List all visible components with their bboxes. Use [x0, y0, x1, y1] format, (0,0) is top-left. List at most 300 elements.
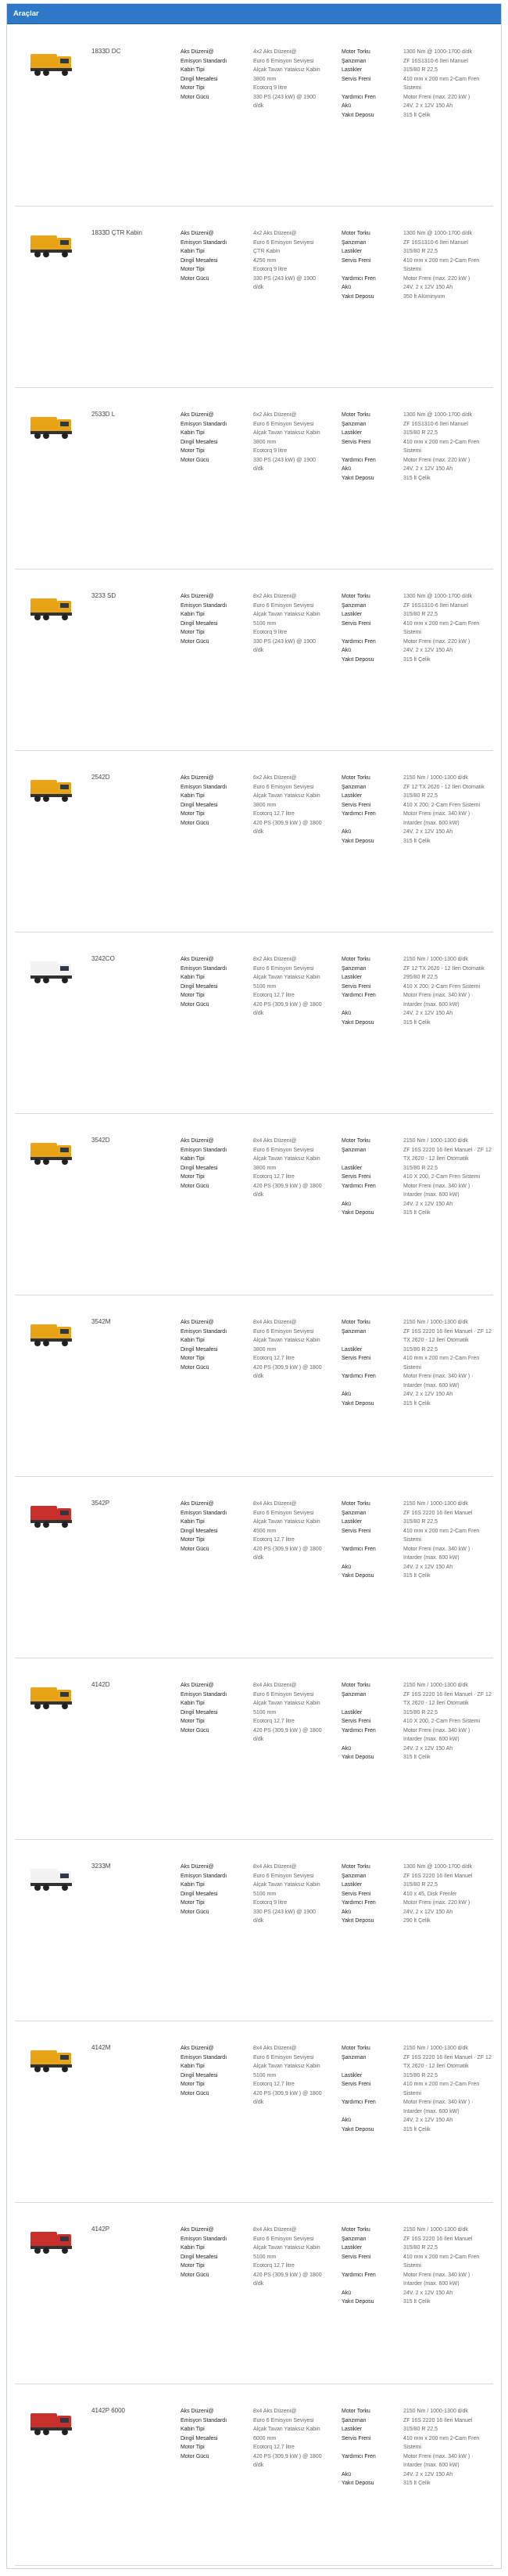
spec-torque: [342, 411, 493, 420]
spec-label: Dingil Mesafesi: [181, 1528, 218, 1534]
spec-value: 4500 mm: [253, 1528, 277, 1534]
spec-gearbox: [342, 783, 493, 792]
truck-icon[interactable]: [29, 48, 74, 79]
spec-gearbox: [342, 1872, 493, 1881]
vehicle-model[interactable]: 2533D L: [91, 411, 116, 418]
spec-label: Emisyon Standardı: [181, 602, 227, 609]
spec-label: Dingil Mesafesi: [181, 620, 218, 627]
spec-aux-brake: [342, 1182, 493, 1200]
spec-label: Lastikler: [342, 2072, 363, 2078]
spec-value: 8x4 Aks Düzeni@: [253, 1138, 297, 1144]
spec-aux-brake: [342, 638, 493, 647]
vehicle-row[interactable]: [15, 1839, 493, 2021]
spec-value: 330 PS (243 kW) @ 1900 d/dk: [253, 275, 316, 290]
spec-value: 315 lt Çelik: [403, 1573, 431, 1579]
spec-value: 315 lt Çelik: [403, 1400, 431, 1407]
specs-secondary: [342, 229, 493, 301]
spec-emission: [181, 239, 341, 248]
spec-label: Motor Torku: [342, 231, 370, 236]
spec-gearbox: [342, 239, 493, 248]
spec-label: Yakıt Deposu: [342, 2481, 374, 2486]
specs-secondary: [342, 1318, 493, 1408]
vehicle-model[interactable]: 3233M: [91, 1863, 111, 1870]
spec-label: Motor Torku: [342, 957, 370, 962]
spec-label: Dingil Mesafesi: [181, 2435, 218, 2441]
spec-cabin: [181, 610, 341, 620]
spec-label: Şanzıman: [342, 1691, 367, 1698]
spec-value: 8x4 Aks Düzeni@: [253, 1683, 297, 1688]
spec-value: Euro 6 Emisyon Seviyesi: [253, 602, 314, 609]
truck-icon[interactable]: [29, 2226, 74, 2257]
vehicle-model[interactable]: 2542D: [91, 774, 110, 781]
spec-value: Euro 6 Emisyon Seviyesi: [253, 965, 314, 972]
spec-value: 24V, 2 x 12V 150 Ah: [403, 2290, 453, 2296]
spec-label: Motor Torku: [342, 2227, 370, 2233]
spec-value: Alçak Tavan Yataksız Kabin: [253, 1701, 320, 1706]
spec-cabin: [181, 1881, 341, 1890]
spec-value: ZF 16S 2220 16 İleri Manuel · ZF 12 TX 2620 - 12 İleri Otomatik: [403, 1147, 492, 1162]
spec-label: Lastikler: [342, 1519, 363, 1525]
spec-battery: [342, 1563, 493, 1572]
spec-label: Servis Freni: [342, 2254, 371, 2260]
spec-value: Ecotorq 12,7 litre: [253, 2445, 295, 2450]
spec-label: Yardımcı Fren: [342, 2100, 376, 2105]
spec-tires: [342, 1708, 493, 1718]
spec-value: Ecotorq 12,7 litre: [253, 2082, 295, 2087]
spec-label: Yakıt Deposu: [342, 1019, 374, 1026]
spec-fuel-tank: [342, 1209, 493, 1218]
spec-label: Yakıt Deposu: [342, 475, 374, 481]
spec-label: Lastikler: [342, 430, 363, 436]
spec-engine-power: [181, 1001, 341, 1019]
spec-fuel-tank: [342, 1917, 493, 1926]
spec-label: Motor Torku: [342, 412, 370, 418]
spec-value: Motor Freni (max. 220 kW ): [403, 275, 470, 282]
spec-engine-type: [181, 1717, 341, 1726]
spec-label: Emisyon Standardı: [181, 2236, 227, 2242]
spec-torque: [342, 2407, 493, 2416]
spec-label: Yakıt Deposu: [342, 1400, 374, 1407]
truck-icon[interactable]: [29, 1137, 74, 1168]
spec-value: 315 lt Çelik: [403, 656, 431, 663]
spec-label: Yardımcı Fren: [342, 811, 376, 817]
spec-value: ZF 12 TX 2620 - 12 İleri Otomatik: [403, 784, 485, 790]
spec-label: Motor Torku: [342, 2409, 370, 2414]
spec-wheelbase: [181, 1890, 341, 1899]
spec-label: Yakıt Deposu: [342, 1918, 374, 1924]
spec-engine-power: [181, 1545, 341, 1563]
spec-label: Motor Gücü: [181, 1001, 209, 1008]
spec-label: Dingil Mesafesi: [181, 2254, 218, 2260]
spec-label: Akü: [342, 829, 352, 835]
spec-emission: [181, 2235, 341, 2244]
spec-value: 8x4 Aks Düzeni@: [253, 2227, 297, 2233]
vehicle-model[interactable]: 3542D: [91, 1137, 110, 1144]
specs-secondary: [342, 774, 493, 846]
spec-gearbox: [342, 1146, 493, 1164]
spec-label: Kabin Tipi: [181, 67, 205, 73]
spec-fuel-tank: [342, 293, 493, 302]
truck-icon[interactable]: [29, 1863, 74, 1894]
spec-value: 420 PS (309,9 kW ) @ 1800 d/dk: [253, 2090, 322, 2105]
spec-label: Şanzıman: [342, 965, 367, 972]
spec-value: 8x4 Aks Düzeni@: [253, 1320, 297, 1325]
spec-value: Alçak Tavan Yataksız Kabin: [253, 793, 320, 799]
spec-gearbox: [342, 965, 493, 974]
spec-value: Ecotorq 9 litre: [253, 448, 288, 454]
spec-engine-type: [181, 1354, 341, 1363]
vehicle-row[interactable]: [15, 1476, 493, 1658]
spec-label: Emisyon Standardı: [181, 1873, 227, 1879]
spec-value: Motor Freni (max. 340 kW ) · Intarder (max. 600 kW): [403, 1183, 474, 1198]
spec-cabin: [181, 792, 341, 801]
spec-label: Motor Tipi: [181, 448, 205, 454]
spec-label: Motor Tipi: [181, 1174, 205, 1180]
spec-label: Motor Gücü: [181, 638, 209, 645]
spec-label: Yardımcı Fren: [342, 1183, 376, 1189]
spec-gearbox: [342, 1509, 493, 1518]
spec-label: Dingil Mesafesi: [181, 1891, 218, 1897]
spec-value: 315/80 R 22,5: [403, 2427, 438, 2432]
spec-label: Motor Tipi: [181, 1719, 205, 1724]
spec-value: 3800 mm: [253, 439, 277, 445]
spec-gearbox: [342, 602, 493, 611]
spec-value: 420 PS (309,9 kW ) @ 1800 d/dk: [253, 1001, 322, 1016]
spec-aux-brake: [342, 2098, 493, 2116]
spec-value: ZF 16S1310-6 İleri Manuel: [403, 421, 468, 427]
spec-label: Yardımcı Fren: [342, 457, 376, 463]
spec-label: Akü: [342, 103, 352, 109]
vehicle-model[interactable]: 3242CO: [91, 955, 115, 962]
spec-label: Emisyon Standardı: [181, 1147, 227, 1153]
spec-label: Yardımcı Fren: [342, 94, 376, 100]
vehicle-row[interactable]: [15, 2021, 493, 2203]
spec-value: 410 mm x 200 mm 2-Cam Fren Sistemi: [403, 1528, 480, 1543]
spec-cabin: [181, 1699, 341, 1708]
specs-primary: [181, 592, 341, 656]
spec-value: Euro 6 Emisyon Seviyesi: [253, 421, 314, 427]
spec-value: 410 mm x 200 mm 2-Cam Fren Sistemi: [403, 1356, 480, 1371]
spec-emission: [181, 1690, 341, 1700]
spec-value: ZF 16S1310-6 İleri Manuel: [403, 602, 468, 609]
vehicle-model[interactable]: 4142P: [91, 2226, 110, 2233]
truck-icon[interactable]: [29, 1318, 74, 1349]
spec-label: Şanzıman: [342, 602, 367, 609]
spec-value: Ecotorq 12,7 litre: [253, 1719, 295, 1724]
spec-battery: [342, 1009, 493, 1019]
spec-engine-type: [181, 810, 341, 819]
spec-label: Yardımcı Fren: [342, 1727, 376, 1734]
vehicle-row[interactable]: [15, 2384, 493, 2566]
spec-axle: [181, 1137, 341, 1146]
spec-torque: [342, 1681, 493, 1690]
spec-aux-brake: [342, 1899, 493, 1908]
spec-label: Motor Tipi: [181, 267, 205, 272]
spec-value: 315 lt Çelik: [403, 2299, 431, 2305]
spec-value: 315/80 R 22,5: [403, 1165, 438, 1171]
spec-gearbox: [342, 2416, 493, 2426]
spec-emission: [181, 1146, 341, 1155]
spec-value: 4250 mm: [253, 257, 277, 264]
spec-wheelbase: [181, 438, 341, 447]
spec-value: ZF 16S 2220 16 İleri Manuel · ZF 12 TX 2620 - 12 İleri Otomatik: [403, 2054, 492, 2069]
spec-fuel-tank: [342, 1019, 493, 1028]
spec-axle: [181, 1500, 341, 1509]
spec-label: Akü: [342, 1745, 352, 1751]
spec-label: Şanzıman: [342, 2054, 367, 2060]
spec-label: Motor Torku: [342, 1683, 370, 1688]
truck-icon[interactable]: [29, 592, 74, 623]
spec-label: Emisyon Standardı: [181, 1691, 227, 1698]
vehicle-row[interactable]: [15, 387, 493, 569]
specs-secondary: [342, 592, 493, 664]
spec-value: Euro 6 Emisyon Seviyesi: [253, 58, 314, 64]
spec-label: Yardımcı Fren: [342, 1900, 376, 1906]
vehicle-row[interactable]: [15, 1113, 493, 1295]
spec-label: Kabin Tipi: [181, 1156, 205, 1162]
spec-label: Yakıt Deposu: [342, 293, 374, 300]
spec-value: Alçak Tavan Yataksız Kabin: [253, 2427, 320, 2432]
spec-value: 2150 Nm / 1000-1300 d/dk: [403, 2409, 468, 2414]
spec-tires: [342, 66, 493, 75]
spec-cabin: [181, 1518, 341, 1527]
spec-value: 1300 Nm @ 1000-1700 d/dk: [403, 49, 473, 55]
spec-value: 4x2 Aks Düzeni@: [253, 49, 297, 55]
spec-label: Yakıt Deposu: [342, 2299, 374, 2305]
vehicle-row[interactable]: [15, 2202, 493, 2384]
specs-primary: [181, 2407, 341, 2470]
spec-label: Kabin Tipi: [181, 249, 205, 254]
spec-label: Kabin Tipi: [181, 1701, 205, 1706]
spec-engine-type: [181, 628, 341, 638]
specs-secondary: [342, 411, 493, 483]
spec-fuel-tank: [342, 2479, 493, 2488]
spec-value: 315/80 R 22,5: [403, 1882, 438, 1888]
spec-emission: [181, 57, 341, 66]
specs-secondary: [342, 2226, 493, 2307]
spec-label: Motor Tipi: [181, 2263, 205, 2269]
vehicle-row[interactable]: [15, 1658, 493, 1840]
spec-value: Motor Freni (max. 340 kW ) · Intarder (max. 600 kW): [403, 1727, 474, 1742]
spec-value: 330 PS (243 kW) @ 1900 d/dk: [253, 638, 316, 653]
spec-label: Dingil Mesafesi: [181, 76, 218, 82]
vehicle-row[interactable]: [15, 750, 493, 932]
spec-wheelbase: [181, 801, 341, 810]
spec-label: Motor Gücü: [181, 1546, 209, 1552]
spec-value: Ecotorq 12,7 litre: [253, 1174, 295, 1180]
spec-label: Emisyon Standardı: [181, 421, 227, 427]
spec-value: Alçak Tavan Yataksız Kabin: [253, 2064, 320, 2069]
spec-service-brake: [342, 2253, 493, 2271]
spec-label: Servis Freni: [342, 2435, 371, 2441]
vehicle-row[interactable]: [15, 569, 493, 751]
spec-axle: [181, 2407, 341, 2416]
spec-value: 5100 mm: [253, 1709, 277, 1716]
spec-cabin: [181, 66, 341, 75]
vehicle-model[interactable]: 1833D DC: [91, 48, 121, 55]
spec-value: 315 lt Çelik: [403, 1210, 431, 1216]
spec-value: 3800 mm: [253, 1165, 277, 1171]
spec-fuel-tank: [342, 837, 493, 846]
vehicle-model[interactable]: 4142D: [91, 1681, 110, 1688]
truck-icon[interactable]: [29, 411, 74, 442]
spec-label: Yardımcı Fren: [342, 993, 376, 998]
spec-value: ZF 12 TX 2620 - 12 İleri Otomatik: [403, 965, 485, 972]
spec-label: Motor Gücü: [181, 1909, 209, 1915]
spec-label: Motor Gücü: [181, 1183, 209, 1189]
spec-value: ZF 16S 2220 16 İleri Manuel · ZF 12 TX 2620 - 12 İleri Otomatik: [403, 1328, 492, 1343]
spec-axle: [181, 1681, 341, 1690]
spec-fuel-tank: [342, 1753, 493, 1762]
spec-label: Servis Freni: [342, 1356, 371, 1361]
spec-label: Servis Freni: [342, 439, 371, 445]
spec-battery: [342, 2289, 493, 2298]
spec-axle: [181, 955, 341, 965]
spec-axle: [181, 1863, 341, 1872]
spec-value: Ecotorq 9 litre: [253, 85, 288, 91]
vehicle-row[interactable]: [15, 1295, 493, 1477]
spec-value: 2150 Nm / 1000-1300 d/dk: [403, 2046, 468, 2051]
vehicle-model[interactable]: 4142P 6000: [91, 2407, 126, 2414]
spec-service-brake: [342, 1717, 493, 1726]
spec-engine-power: [181, 2452, 341, 2470]
spec-emission: [181, 602, 341, 611]
spec-value: 5100 mm: [253, 620, 277, 627]
spec-value: Motor Freni (max. 340 kW ) · Intarder (max. 600 kW): [403, 993, 474, 1008]
spec-value: 315/80 R 22,5: [403, 2072, 438, 2078]
spec-value: 2150 Nm / 1000-1300 d/dk: [403, 1683, 468, 1688]
spec-engine-power: [181, 819, 341, 837]
vehicle-model[interactable]: 1833D ÇTR Kabin: [91, 229, 142, 236]
vehicle-row[interactable]: [15, 24, 493, 207]
spec-tires: [342, 1164, 493, 1173]
spec-value: 315 lt Çelik: [403, 2126, 431, 2132]
spec-label: Motor Torku: [342, 2046, 370, 2051]
spec-axle: [181, 774, 341, 783]
spec-label: Şanzıman: [342, 2236, 367, 2242]
spec-engine-power: [181, 1363, 341, 1381]
spec-tires: [342, 2244, 493, 2253]
vehicle-model[interactable]: 3542P: [91, 1500, 110, 1507]
spec-label: Lastikler: [342, 67, 363, 73]
vehicle-model[interactable]: 3233 SD: [91, 592, 116, 599]
vehicle-model[interactable]: 3542M: [91, 1318, 111, 1325]
truck-icon[interactable]: [29, 1500, 74, 1531]
spec-value: Euro 6 Emisyon Seviyesi: [253, 239, 314, 246]
spec-label: Aks Düzeni@: [181, 412, 214, 418]
spec-label: Servis Freni: [342, 257, 371, 264]
spec-value: ZF 16S1310-6 İleri Manuel: [403, 58, 468, 64]
spec-fuel-tank: [342, 656, 493, 665]
spec-label: Lastikler: [342, 2245, 363, 2251]
spec-label: Yakıt Deposu: [342, 838, 374, 844]
spec-value: 5100 mm: [253, 2254, 277, 2260]
spec-value: 330 PS (243 kW) @ 1900 d/dk: [253, 1909, 316, 1924]
spec-torque: [342, 592, 493, 602]
spec-value: Motor Freni (max. 340 kW ) · Intarder (max. 600 kW): [403, 2100, 474, 2114]
spec-label: Dingil Mesafesi: [181, 983, 218, 990]
spec-label: Motor Gücü: [181, 1364, 209, 1371]
spec-value: Euro 6 Emisyon Seviyesi: [253, 1691, 314, 1698]
truck-icon[interactable]: [29, 2407, 74, 2438]
spec-value: 5100 mm: [253, 2072, 277, 2078]
truck-icon[interactable]: [29, 955, 74, 986]
spec-value: 410 mm x 200 mm 2-Cam Fren Sistemi: [403, 439, 480, 454]
spec-label: Motor Tipi: [181, 2082, 205, 2087]
spec-service-brake: [342, 438, 493, 456]
spec-value: 24V, 2 x 12V 150 Ah: [403, 103, 453, 109]
spec-value: Ecotorq 9 litre: [253, 1900, 288, 1906]
spec-value: 315/80 R 22,5: [403, 2245, 438, 2251]
spec-value: 315/80 R 22,5: [403, 612, 438, 617]
spec-label: Motor Torku: [342, 1501, 370, 1507]
vehicle-row[interactable]: [15, 206, 493, 388]
vehicle-model[interactable]: 4142M: [91, 2044, 111, 2051]
spec-value: Euro 6 Emisyon Seviyesi: [253, 1510, 314, 1516]
spec-label: Şanzıman: [342, 1510, 367, 1516]
spec-battery: [342, 2116, 493, 2125]
truck-icon[interactable]: [29, 774, 74, 805]
spec-label: Dingil Mesafesi: [181, 802, 218, 808]
spec-wheelbase: [181, 75, 341, 84]
spec-value: 3800 mm: [253, 1346, 277, 1353]
spec-label: Yardımcı Fren: [342, 2453, 376, 2459]
spec-gearbox: [342, 1328, 493, 1345]
spec-value: 1300 Nm @ 1000-1700 d/dk: [403, 231, 473, 236]
spec-value: 1300 Nm @ 1000-1700 d/dk: [403, 594, 473, 599]
spec-service-brake: [342, 801, 493, 810]
spec-fuel-tank: [342, 1572, 493, 1581]
spec-label: Akü: [342, 285, 352, 290]
specs-secondary: [342, 48, 493, 120]
spec-value: 24V, 2 x 12V 150 Ah: [403, 1745, 453, 1751]
specs-primary: [181, 1863, 341, 1926]
spec-label: Servis Freni: [342, 1528, 371, 1534]
spec-label: Akü: [342, 1909, 352, 1915]
spec-label: Dingil Mesafesi: [181, 439, 218, 445]
spec-value: Ecotorq 12,7 litre: [253, 1537, 295, 1543]
spec-fuel-tank: [342, 2125, 493, 2135]
spec-tires: [342, 1881, 493, 1890]
spec-engine-type: [181, 265, 341, 275]
spec-value: 410 mm x 200 mm 2-Cam Fren Sistemi: [403, 257, 480, 272]
spec-value: 24V, 2 x 12V 150 Ah: [403, 2471, 453, 2477]
spec-aux-brake: [342, 2271, 493, 2289]
spec-tires: [342, 1345, 493, 1355]
truck-icon[interactable]: [29, 229, 74, 260]
spec-value: Motor Freni (max. 220 kW ): [403, 1900, 470, 1906]
spec-label: Aks Düzeni@: [181, 594, 214, 599]
spec-cabin: [181, 2425, 341, 2434]
spec-torque: [342, 48, 493, 57]
vehicle-row[interactable]: [15, 932, 493, 1114]
spec-label: Şanzıman: [342, 2417, 367, 2423]
spec-label: Motor Torku: [342, 1320, 370, 1325]
spec-value: Ecotorq 12,7 litre: [253, 2263, 295, 2269]
spec-label: Aks Düzeni@: [181, 957, 214, 962]
spec-label: Servis Freni: [342, 620, 371, 627]
spec-wheelbase: [181, 1164, 341, 1173]
truck-icon[interactable]: [29, 2044, 74, 2075]
spec-value: 24V, 2 x 12V 150 Ah: [403, 1011, 453, 1016]
truck-icon[interactable]: [29, 1681, 74, 1712]
spec-value: 315/80 R 22,5: [403, 1709, 438, 1716]
spec-label: Servis Freni: [342, 983, 371, 990]
spec-emission: [181, 1872, 341, 1881]
spec-label: Motor Torku: [342, 49, 370, 55]
spec-label: Lastikler: [342, 2427, 363, 2432]
spec-value: Motor Freni (max. 340 kW ) · Intarder (max. 600 kW): [403, 1546, 474, 1561]
